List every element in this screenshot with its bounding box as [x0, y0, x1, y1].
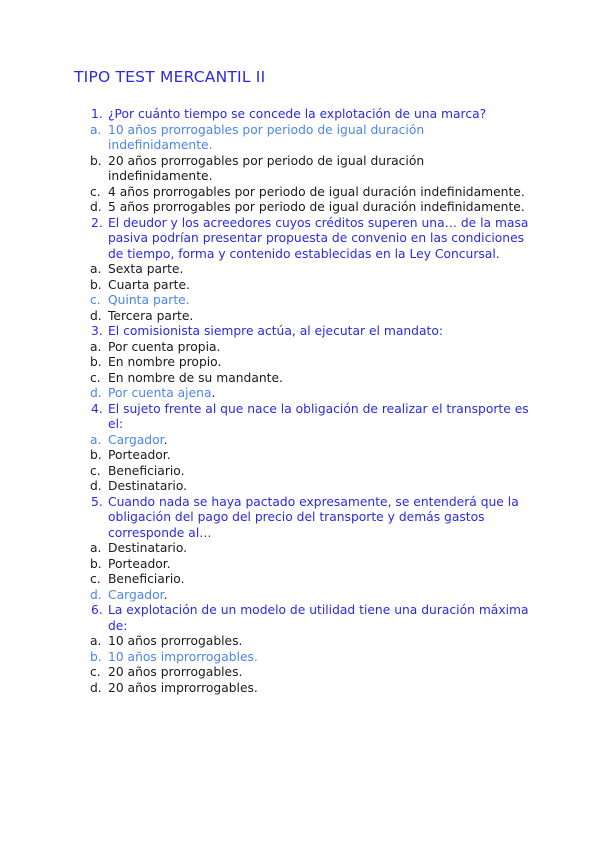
option: [90, 681, 530, 697]
option-label: 5 años prorrogables por periodo de igual duración indefinidamente.: [108, 200, 525, 214]
option-letter: b.: [90, 649, 102, 664]
option: [90, 464, 530, 480]
option-label: Cargador: [108, 587, 164, 602]
option-text: [108, 479, 530, 495]
option-letter: d.: [90, 680, 102, 695]
option-label: Tercera parte.: [108, 308, 194, 323]
option-label: 20 años prorrogables.: [108, 665, 243, 679]
option: [90, 448, 530, 464]
option: [90, 185, 530, 201]
option-letter: d.: [90, 308, 102, 323]
option-correct: [90, 386, 530, 402]
option-label: Quinta parte.: [108, 293, 190, 307]
option-tail: .: [163, 587, 168, 602]
option-text: [108, 200, 530, 216]
option-text: [108, 371, 530, 387]
option-label: 20 años prorrogables por periodo de igual duración indefinidamente.: [108, 153, 425, 183]
option-letter: a.: [90, 339, 102, 354]
question-number: 1.: [91, 107, 103, 121]
option: [90, 278, 530, 294]
option-text: [108, 572, 530, 588]
option-label: Beneficiario.: [108, 572, 185, 586]
question-2: [90, 216, 530, 263]
option: [90, 572, 530, 588]
option-letter: b.: [90, 556, 102, 571]
option-label: Destinatario.: [108, 479, 188, 493]
option-text: [108, 185, 530, 201]
option: [90, 154, 530, 185]
option-correct: [90, 123, 530, 154]
option-letter: c.: [90, 572, 101, 586]
option: [90, 371, 530, 387]
option-letter: c.: [90, 370, 101, 385]
option-text: [108, 665, 530, 681]
option-text: [108, 262, 530, 278]
question-number: 4.: [91, 401, 103, 416]
option-label: Por cuenta propia.: [108, 339, 221, 354]
option-letter: b.: [90, 355, 102, 369]
option-label: 10 años improrrogables.: [108, 649, 258, 664]
option-letter: c.: [90, 665, 101, 679]
option-label: 4 años prorrogables por periodo de igual duración indefinidamente.: [108, 184, 525, 199]
question-5: [90, 495, 530, 542]
option-correct: [90, 293, 530, 309]
question-number: 3.: [91, 324, 103, 338]
option-text: [108, 464, 530, 480]
page-title: TIPO TEST MERCANTIL II: [74, 68, 266, 86]
question-number: 2.: [91, 215, 103, 230]
option: [90, 479, 530, 495]
question-text: El deudor y los acreedores cuyos créditos superen una… de la masa pasiva podrían presentar propuesta de convenio en las condiciones de tiempo, forma y contenido establecidas en la Ley Concursal.: [108, 215, 529, 261]
option-text: [108, 448, 530, 464]
option-letter: d.: [90, 200, 102, 214]
option-text: [108, 557, 530, 573]
option-letter: a.: [90, 634, 102, 648]
option-text: [108, 588, 530, 604]
option-label: Beneficiario.: [108, 463, 185, 478]
option: [90, 340, 530, 356]
option-text: [108, 123, 530, 154]
option-text: [108, 293, 530, 309]
option-letter: a.: [90, 262, 102, 276]
option-text: [108, 433, 530, 449]
option-letter: d.: [90, 587, 102, 602]
question-3: [90, 324, 530, 340]
question-1: [90, 107, 530, 123]
option-letter: a.: [90, 541, 102, 555]
option-letter: c.: [90, 293, 101, 307]
option-letter: a.: [90, 432, 102, 447]
option-letter: c.: [90, 184, 101, 199]
option-text: [108, 681, 530, 697]
option-letter: d.: [90, 386, 102, 400]
option-text: [108, 386, 530, 402]
option-letter: b.: [90, 448, 102, 462]
question-text: ¿Por cuánto tiempo se concede la explotación de una marca?: [108, 107, 487, 121]
option-text: [108, 278, 530, 294]
question-number: 6.: [91, 603, 103, 617]
option-correct: [90, 433, 530, 449]
question-text: Cuando nada se haya pactado expresamente, se entenderá que la obligación del pago del precio del transporte y demás gastos corresponde al…: [108, 494, 519, 540]
question-text: La explotación de un modelo de utilidad tiene una duración máxima de:: [108, 603, 529, 633]
option: [90, 200, 530, 216]
option-text: [108, 650, 530, 666]
option: [90, 541, 530, 557]
option-label: Sexta parte.: [108, 262, 184, 276]
option-label: Por cuenta ajena: [108, 386, 212, 400]
option-letter: a.: [90, 122, 102, 137]
option: [90, 262, 530, 278]
option-label: Cuarta parte.: [108, 277, 190, 292]
option-letter: b.: [90, 277, 102, 292]
question-number: 5.: [91, 494, 103, 509]
option: [90, 355, 530, 371]
option-label: Destinatario.: [108, 541, 188, 555]
question-text: El comisionista siempre actúa, al ejecutar el mandato:: [108, 324, 444, 338]
option-label: Porteador.: [108, 448, 171, 462]
option-correct: [90, 650, 530, 666]
option-label: En nombre propio.: [108, 355, 222, 369]
option: [90, 309, 530, 325]
option-tail: .: [163, 432, 168, 447]
option-letter: c.: [90, 463, 101, 478]
option-label: Cargador: [108, 432, 164, 447]
option-text: [108, 355, 530, 371]
option-label: 10 años prorrogables.: [108, 634, 243, 648]
option-text: [108, 634, 530, 650]
option-tail: .: [211, 386, 216, 400]
question-6: [90, 603, 530, 634]
option-label: 20 años improrrogables.: [108, 680, 258, 695]
option: [90, 634, 530, 650]
option-text: [108, 541, 530, 557]
option: [90, 557, 530, 573]
question-list: [90, 107, 530, 696]
option-letter: b.: [90, 153, 102, 168]
option-letter: d.: [90, 479, 102, 493]
option-text: [108, 340, 530, 356]
option: [90, 665, 530, 681]
question-4: [90, 402, 530, 433]
question-text: El sujeto frente al que nace la obligación de realizar el transporte es el:: [108, 401, 529, 431]
option-label: 10 años prorrogables por periodo de igual duración indefinidamente.: [108, 122, 425, 152]
option-label: Porteador.: [108, 556, 171, 571]
option-label: En nombre de su mandante.: [108, 370, 283, 385]
option-correct: [90, 588, 530, 604]
option-text: [108, 154, 530, 185]
option-text: [108, 309, 530, 325]
